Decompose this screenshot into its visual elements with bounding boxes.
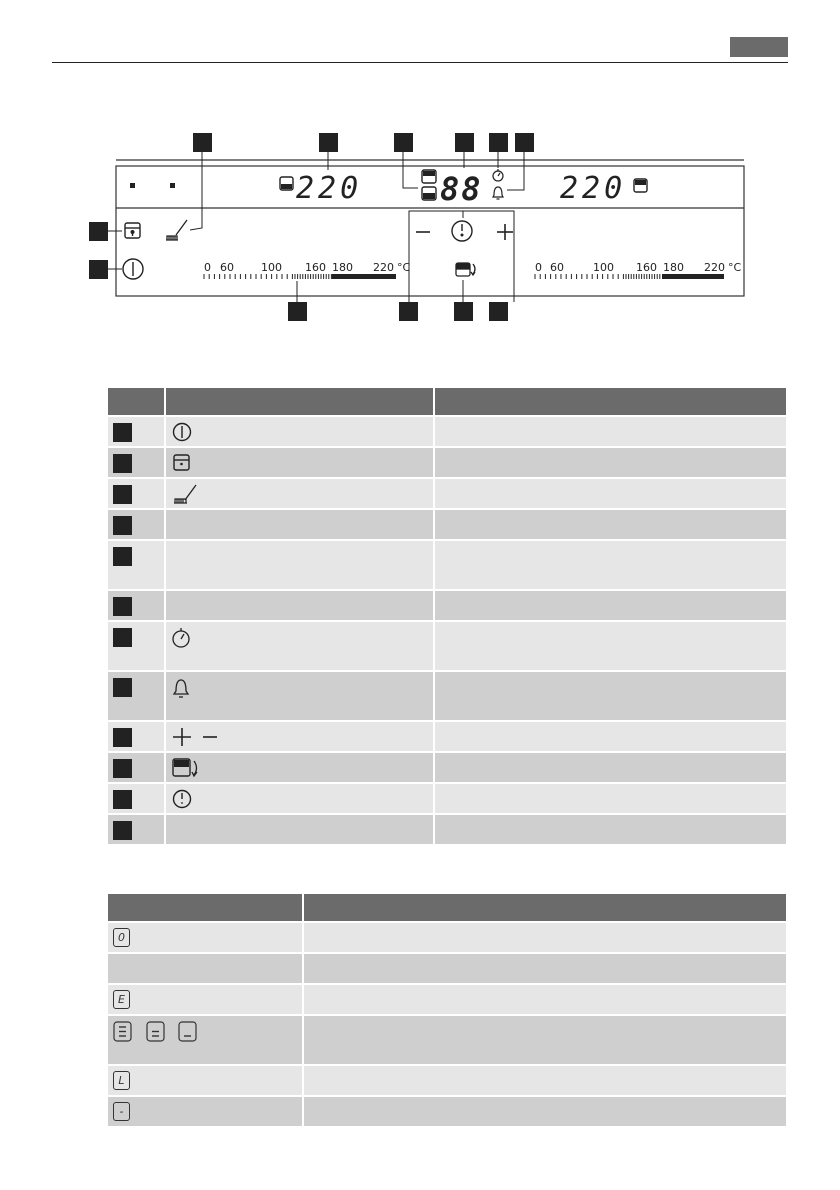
svg-text:160: 160 [305,261,326,274]
svg-text:220: 220 [373,261,394,274]
bell-icon [493,187,503,199]
door-lock-icon [171,452,193,474]
svg-text:°C: °C [728,261,742,274]
table-row [108,590,787,621]
bottom-oven-icon [422,187,436,200]
table-row [108,478,787,509]
left-oven-indicator-icon [280,177,293,190]
digit-symbol: E [113,990,130,1009]
table-row [108,416,787,447]
display-indicators-table [108,894,788,1128]
header-number [108,388,165,416]
oven-switch-icon [171,757,203,779]
svg-text:180: 180 [332,261,353,274]
clock-icon [171,788,193,810]
oven-switch-icon [456,263,475,276]
power-icon [171,421,193,443]
table-row [108,621,787,671]
digit-symbol: L [113,1071,130,1090]
table-row [108,922,787,953]
svg-text:180: 180 [663,261,684,274]
digit-symbol: 0 [113,928,130,947]
plus-icon [497,224,513,240]
brush-icon [171,483,201,505]
table-row [108,1096,787,1127]
header-symbol [165,388,434,416]
brush-icon [166,220,187,240]
table-row [108,540,787,590]
table-row [108,671,787,721]
svg-text:100: 100 [261,261,282,274]
table-row [108,509,787,540]
svg-text:100: 100 [593,261,614,274]
stopwatch-icon [171,626,193,650]
svg-text:0: 0 [535,261,542,274]
right-temperature-display: 220 [560,171,627,206]
digit-symbol: - [113,1102,130,1121]
plus-minus-icons [171,726,231,748]
top-oven-icon [422,170,436,183]
table-row [108,1015,787,1065]
level-bars-icon [113,1020,213,1046]
right-temperature-scale [535,261,742,274]
svg-text:160: 160 [636,261,657,274]
table-row [108,984,787,1015]
table-row [108,1065,787,1096]
table-row [108,953,787,984]
left-temperature-display: 220 [296,171,363,206]
header-symbol [108,894,303,922]
control-elements-table [108,388,788,846]
callout-markers [89,133,534,321]
table-row [108,814,787,845]
svg-text:220: 220 [704,261,725,274]
control-panel-diagram [0,0,840,330]
svg-text:°C: °C [397,261,411,274]
bell-icon [171,676,193,700]
table-row [108,752,787,783]
table-row [108,447,787,478]
table-row [108,783,787,814]
clock-icon [452,221,472,241]
header-description [303,894,787,922]
svg-text:0: 0 [204,261,211,274]
header-description [434,388,787,416]
svg-text:60: 60 [550,261,564,274]
left-temperature-scale [204,261,411,274]
right-oven-indicator-icon [634,179,647,192]
timer-display: 88 [440,170,483,208]
power-icon [123,259,143,279]
table-row [108,721,787,752]
stopwatch-icon [493,169,503,181]
svg-text:60: 60 [220,261,234,274]
door-lock-icon [125,223,140,238]
